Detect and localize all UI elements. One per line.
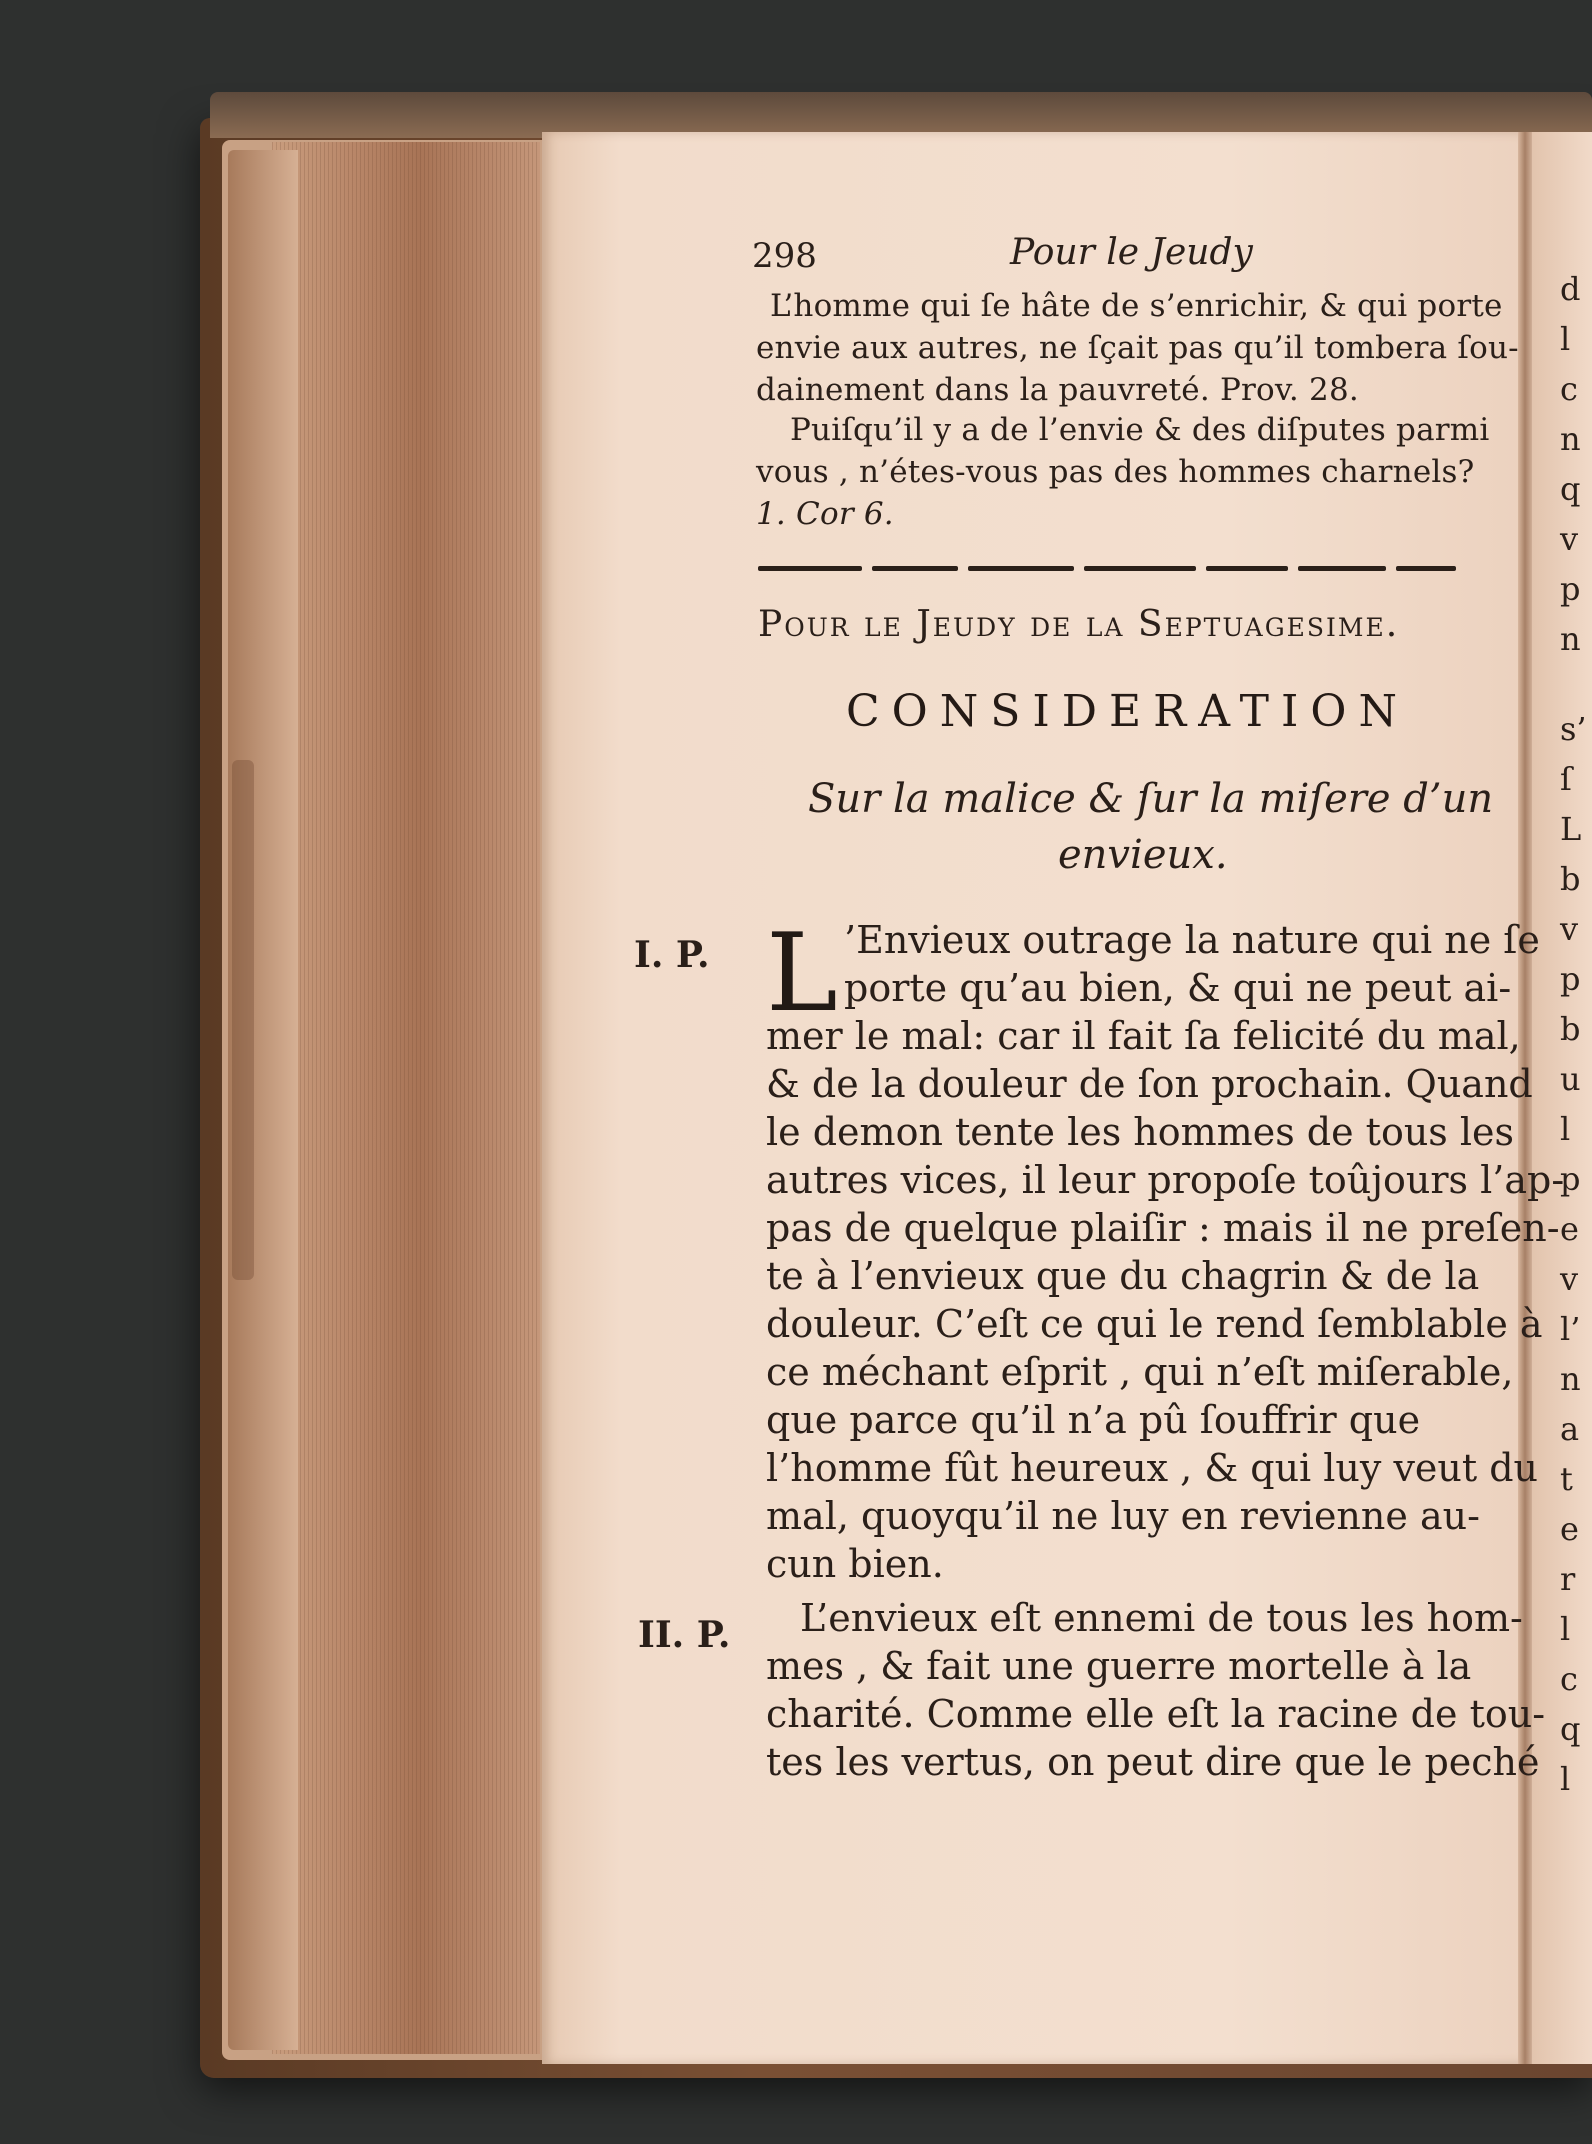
top-passage-line: Puiſqu’il y a de l’envie & des diſputes parmi xyxy=(790,412,1490,448)
page-edges xyxy=(272,142,540,2054)
facing-letter: s’ xyxy=(1560,710,1587,748)
running-head xyxy=(752,232,1492,282)
drop-cap: L xyxy=(766,911,838,1036)
ornamental-rule xyxy=(758,566,1488,574)
body-line: ’Envieux outrage la nature qui ne ſe xyxy=(844,918,1540,962)
facing-letter: v xyxy=(1560,1260,1579,1298)
facing-letter: p xyxy=(1560,570,1581,608)
running-title: Pour le Jeudy xyxy=(1010,232,1253,273)
body-line: & de la douleur de ſon prochain. Quand xyxy=(766,1062,1533,1106)
body-line: ce méchant eſprit , qui n’eſt miſerable, xyxy=(766,1350,1514,1394)
top-passage-line: L’homme qui ſe hâte de s’enrichir, & qui porte xyxy=(770,288,1503,324)
facing-letter: q xyxy=(1560,1710,1581,1748)
facing-letter: l xyxy=(1560,320,1571,358)
facing-letter: p xyxy=(1560,1160,1581,1198)
facing-letter: p xyxy=(1560,960,1581,998)
facing-letter: v xyxy=(1560,520,1579,558)
facing-letter: q xyxy=(1560,470,1581,508)
body-line: charité. Comme elle eſt la racine de tou- xyxy=(766,1692,1546,1736)
facing-letter: r xyxy=(1560,1560,1576,1598)
body-line: que parce qu’il n’a pû ſouffrir que xyxy=(766,1398,1421,1442)
facing-letter: e xyxy=(1560,1210,1579,1248)
top-passage-line: vous , n’étes-vous pas des hommes charnels? xyxy=(756,454,1475,490)
facing-letter: e xyxy=(1560,1510,1579,1548)
facing-letter: v xyxy=(1560,910,1579,948)
body-line: cun bien. xyxy=(766,1542,944,1586)
body-line: pas de quelque plaiſir : mais il ne preſen- xyxy=(766,1206,1560,1250)
worn-edge xyxy=(232,760,254,1280)
top-passage-reference: 1. Cor 6. xyxy=(756,496,894,532)
facing-letter: l’ xyxy=(1560,1310,1581,1348)
body-line: autres vices, il leur propoſe toûjours l’ap- xyxy=(766,1158,1565,1202)
margin-marker-one: I. P. xyxy=(634,934,710,976)
section-heading: Pour le Jeudy de la Septuagesime. xyxy=(758,604,1400,645)
top-passage-line: envie aux autres, ne ſçait pas qu’il tombera ſou- xyxy=(756,330,1519,366)
body-line: L’envieux eſt ennemi de tous les hom- xyxy=(800,1596,1523,1640)
facing-letter: l xyxy=(1560,1610,1571,1648)
facing-letter: n xyxy=(1560,420,1581,458)
facing-letter: l xyxy=(1560,1110,1571,1148)
facing-letter: c xyxy=(1560,1660,1578,1698)
facing-letter: l xyxy=(1560,1760,1571,1798)
top-passage-line: dainement dans la pauvreté. Prov. 28. xyxy=(756,372,1359,408)
facing-letter: n xyxy=(1560,620,1581,658)
body-line: mes , & fait une guerre mortelle à la xyxy=(766,1644,1472,1688)
facing-letter: ſ xyxy=(1560,760,1572,798)
body-line: mer le mal: car il fait ſa felicité du mal, xyxy=(766,1014,1521,1058)
facing-letter: a xyxy=(1560,1410,1580,1448)
body-line: le demon tente les hommes de tous les xyxy=(766,1110,1515,1154)
body-line: porte qu’au bien, & qui ne peut ai- xyxy=(844,966,1512,1010)
body-line: te à l’envieux que du chagrin & de la xyxy=(766,1254,1480,1298)
facing-letter: L xyxy=(1560,810,1582,848)
body-line: mal, quoyqu’il ne luy en revienne au- xyxy=(766,1494,1480,1538)
body-line: tes les vertus, on peut dire que le peché xyxy=(766,1740,1540,1784)
page-number: 298 xyxy=(752,236,817,276)
facing-letter: n xyxy=(1560,1360,1581,1398)
consideration-title: CONSIDERATION xyxy=(846,686,1409,737)
margin-marker-two: II. P. xyxy=(638,1614,731,1656)
subtitle-line: envieux. xyxy=(1058,832,1228,878)
facing-letter: d xyxy=(1560,270,1581,308)
subtitle-line: Sur la malice & ſur la miſere d’un xyxy=(808,776,1494,822)
body-line: l’homme fût heureux , & qui luy veut du xyxy=(766,1446,1539,1490)
facing-letter: t xyxy=(1560,1460,1573,1498)
facing-letter: c xyxy=(1560,370,1578,408)
facing-letter: b xyxy=(1560,1010,1581,1048)
facing-letter: b xyxy=(1560,860,1581,898)
body-line: douleur. C’eſt ce qui le rend ſemblable à xyxy=(766,1302,1543,1346)
facing-letter: u xyxy=(1560,1060,1581,1098)
